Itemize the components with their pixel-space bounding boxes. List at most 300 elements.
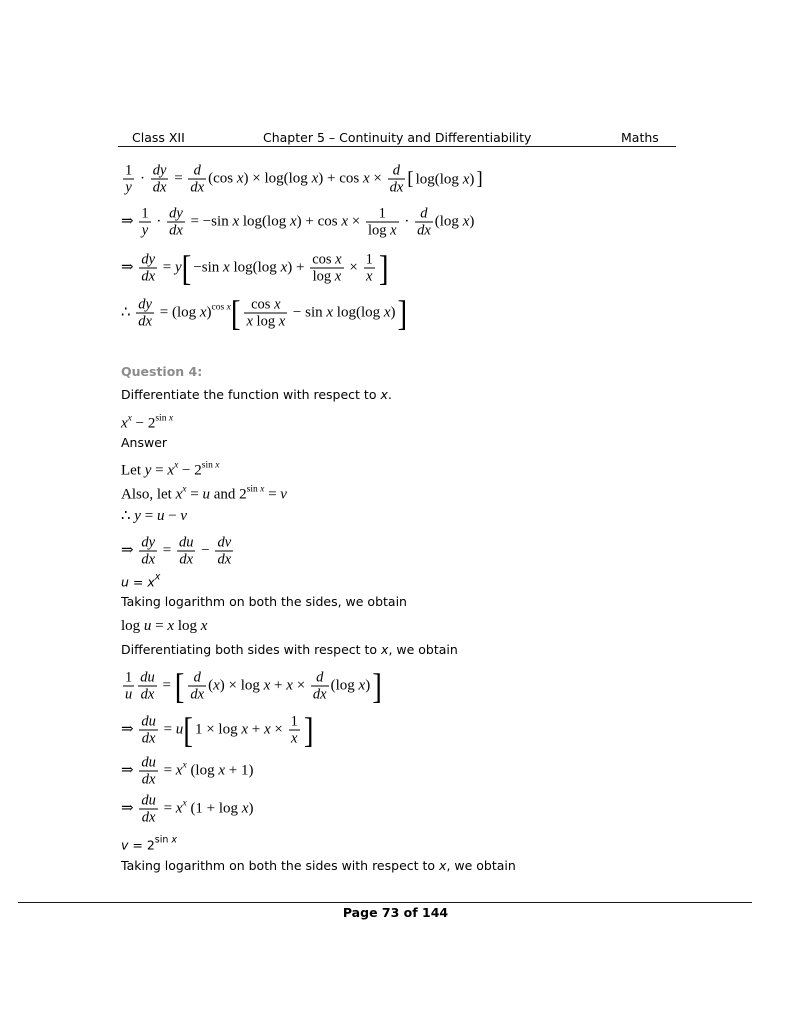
math-variable: x (182, 798, 187, 809)
power-base (147, 838, 155, 853)
math-text: ) + (287, 259, 309, 276)
bracket-group (183, 710, 314, 750)
math-variable: dy (152, 162, 167, 179)
math-variable: x (291, 730, 298, 747)
fraction-numerator (388, 163, 406, 179)
header-chapter-title: Chapter 5 – Continuity and Differentiability (263, 130, 532, 145)
power-base (194, 463, 202, 479)
math-variable: u (175, 721, 184, 738)
math-text: 1 × log (194, 721, 242, 738)
math-variable: y (174, 259, 182, 276)
math-variable: x (175, 762, 183, 779)
math-text: cos (251, 296, 275, 313)
v-definition (121, 833, 177, 854)
question-prompt (121, 387, 392, 403)
equation-line (121, 481, 287, 504)
math-text: = (186, 486, 203, 503)
math-text: − (197, 542, 214, 559)
math-variable: x (358, 677, 366, 694)
math-text: = (159, 800, 176, 817)
equation-line (121, 535, 235, 568)
bracket-close: ] (397, 293, 408, 333)
header-rule (118, 146, 676, 147)
math-variable: dv (217, 534, 232, 551)
fraction-denominator (151, 179, 169, 196)
math-text: ⇒ (121, 213, 138, 230)
math-variable: du (141, 713, 156, 730)
header-subject: Maths (621, 130, 659, 145)
math-variable: x (215, 460, 220, 471)
math-text: (log (330, 677, 359, 694)
fraction-numerator (123, 670, 134, 686)
math-variable: y (134, 508, 141, 524)
math-variable: dx (152, 179, 167, 196)
math-power (146, 834, 178, 853)
math-variable: x (218, 762, 226, 779)
fraction-denominator (167, 222, 185, 239)
math-variable: x (174, 460, 179, 471)
math-text: × (345, 259, 362, 276)
math-text: × (369, 170, 386, 187)
math-variable: x (341, 213, 349, 230)
math-text: ) + cos (296, 213, 342, 230)
fraction-denominator (415, 222, 433, 239)
math-text: − sin (289, 304, 327, 321)
math-variable: x (462, 171, 470, 187)
math-variable: x (311, 170, 319, 187)
math-text: sin (155, 413, 169, 424)
math-variable: dx (141, 730, 156, 747)
math-text: = (140, 508, 157, 524)
math-variable: v (280, 486, 287, 503)
math-text: ) (365, 677, 371, 694)
math-text: (log (171, 304, 200, 321)
math-variable: x (167, 618, 175, 634)
fraction-numerator (139, 206, 150, 222)
fraction-denominator (139, 730, 158, 747)
equation-line (121, 793, 253, 826)
math-variable: x (362, 170, 370, 187)
math-variable: x (365, 268, 373, 285)
math-variable: v (121, 837, 129, 853)
fraction-numerator (188, 163, 206, 179)
bracket-group (230, 293, 408, 333)
math-variable: dx (141, 551, 156, 568)
math-fraction (138, 670, 157, 703)
bracket-close: ] (372, 666, 382, 706)
math-power (239, 484, 265, 503)
fraction-denominator (310, 268, 343, 285)
math-variable: x (246, 313, 253, 330)
math-variable: x (326, 304, 334, 321)
math-variable: du (141, 792, 156, 809)
math-variable: x (200, 618, 208, 634)
math-variable: u (125, 686, 133, 703)
power-base (121, 416, 128, 432)
fraction-denominator (123, 179, 134, 196)
math-variable: x (182, 484, 187, 495)
u-definition (121, 570, 160, 591)
math-variable: x (381, 642, 389, 657)
math-variable: x (383, 304, 391, 321)
math-variable: x (280, 259, 288, 276)
math-text: 2 (146, 837, 155, 853)
math-text: sin (246, 484, 261, 495)
math-text: ∴ (121, 304, 135, 321)
equation-line (121, 163, 483, 196)
math-variable: dx (190, 179, 205, 196)
math-variable: x (335, 251, 342, 268)
math-text: + (270, 677, 287, 694)
math-variable: x (241, 800, 249, 817)
equation-line (121, 666, 382, 706)
fraction-numerator (415, 206, 433, 222)
equation-line (121, 248, 389, 288)
math-variable: x (199, 304, 207, 321)
equation-line (121, 293, 408, 333)
math-variable: dy (138, 296, 152, 313)
math-variable: x (226, 302, 231, 313)
math-text: (log (186, 762, 219, 779)
math-variable: u (143, 618, 152, 634)
bracket-open: [ (407, 168, 414, 189)
math-variable: d (193, 162, 201, 179)
math-fraction (139, 252, 157, 285)
math-fraction (177, 535, 196, 568)
math-variable: x (175, 486, 183, 503)
page-number: Page 73 of 144 (342, 905, 449, 920)
math-fraction (139, 793, 158, 826)
math-power (121, 413, 132, 432)
math-fraction (244, 297, 287, 330)
math-variable: x (334, 268, 342, 285)
power-exponent (155, 414, 173, 424)
bracket-content (191, 252, 379, 285)
math-text: ) × log (219, 677, 264, 694)
math-text: cos (312, 251, 336, 268)
math-text: × (292, 677, 309, 694)
bracket-content (193, 714, 304, 747)
power-exponent (155, 835, 177, 846)
fraction-denominator (136, 313, 154, 330)
math-text: 1 (290, 713, 298, 730)
math-power (175, 484, 187, 503)
math-text: ⇒ (121, 542, 138, 559)
equation-line (121, 710, 314, 750)
math-text: log(log (239, 213, 290, 230)
math-text: , we obtain (446, 858, 516, 873)
fraction-numerator (366, 206, 399, 222)
math-fraction (289, 714, 300, 747)
fraction-numerator (138, 670, 157, 686)
math-text: sin (201, 460, 216, 471)
math-fraction (139, 755, 158, 788)
math-variable: dx (141, 771, 156, 788)
math-variable: x (223, 259, 230, 276)
math-variable: x (286, 677, 293, 694)
fraction-denominator (388, 179, 406, 196)
power-base (147, 575, 154, 590)
math-text: −sin (193, 259, 224, 276)
math-text: ∴ (121, 508, 135, 524)
math-variable: x (236, 170, 244, 187)
bracket-close: ] (476, 168, 483, 189)
math-variable: x (182, 760, 187, 771)
fraction-numerator (289, 714, 300, 730)
math-text: · (136, 170, 149, 187)
math-variable: x (232, 213, 240, 230)
math-text: = (170, 170, 187, 187)
math-variable: dy (141, 534, 156, 551)
math-text: + 1) (225, 762, 254, 779)
math-text: ⇒ (121, 259, 138, 276)
math-variable: u (156, 508, 165, 524)
bracket-group (407, 169, 482, 189)
fraction-denominator (138, 686, 157, 703)
math-variable: dx (217, 551, 232, 568)
math-fraction (167, 206, 185, 239)
bracket-open: [ (183, 710, 193, 750)
footer-rule (18, 902, 752, 903)
math-text: = (159, 542, 175, 559)
math-variable: x (168, 413, 174, 424)
fraction-denominator (139, 809, 158, 826)
math-text: = (158, 677, 175, 694)
math-text: sin (154, 834, 172, 846)
equation-line (121, 457, 219, 480)
math-text: × (270, 721, 287, 738)
math-variable: dx (141, 809, 156, 826)
math-variable: x (127, 413, 132, 424)
math-text: 2 (239, 486, 247, 503)
fraction-numerator (310, 252, 343, 268)
math-variable: u (202, 486, 210, 503)
math-text: ) (469, 213, 475, 230)
math-text: ) (390, 304, 396, 321)
math-variable: x (278, 313, 286, 330)
math-text: log (252, 313, 279, 330)
math-variable: dy (141, 251, 156, 268)
math-text: log (121, 618, 144, 634)
math-variable: x (171, 834, 178, 846)
fraction-denominator (139, 222, 150, 239)
math-text: 1 (125, 162, 133, 179)
fraction-numerator (167, 206, 185, 222)
math-variable: x (439, 858, 447, 873)
math-text: ) + cos (318, 170, 363, 187)
math-text: Taking logarithm on both the sides with respect to (121, 858, 440, 873)
math-text: (1 + log (186, 800, 242, 817)
math-text: − (178, 462, 195, 479)
math-variable: dx (417, 222, 431, 239)
fraction-numerator (139, 252, 157, 268)
math-text: = (128, 574, 148, 590)
math-text: ) (248, 800, 254, 817)
math-text: = (264, 486, 281, 503)
math-text: = (151, 618, 168, 634)
math-fraction (188, 670, 206, 703)
math-variable: d (316, 669, 324, 686)
math-text: log (312, 268, 335, 285)
math-power (176, 762, 187, 778)
math-fraction (311, 670, 329, 703)
math-text: ) × log(log (243, 170, 312, 187)
math-fraction (139, 206, 150, 239)
math-fraction (415, 206, 433, 239)
math-text: cos (211, 302, 227, 313)
math-variable: dx (389, 179, 404, 196)
math-power (194, 460, 220, 479)
equation-line (121, 206, 474, 239)
math-variable: du (178, 534, 194, 551)
math-text: + (248, 721, 264, 738)
fraction-numerator (123, 163, 134, 179)
fraction-numerator (364, 252, 375, 268)
fraction-numerator (139, 755, 158, 771)
explanation-text (121, 642, 458, 658)
math-text: Let (121, 462, 145, 479)
fraction-numerator (244, 297, 287, 313)
bracket-open: [ (230, 293, 241, 333)
math-text: ⇒ (121, 800, 138, 817)
fraction-numerator (139, 535, 157, 551)
bracket-open: [ (181, 248, 192, 288)
math-fraction (151, 163, 169, 196)
fraction-numerator (311, 670, 329, 686)
fraction-denominator (123, 686, 134, 703)
math-text: = −sin (186, 213, 233, 230)
math-text: , we obtain (388, 642, 458, 657)
math-variable: x (175, 800, 183, 817)
bracket-open: [ (174, 666, 185, 706)
bracket-close: ] (378, 248, 389, 288)
math-text: − (164, 508, 181, 524)
header-class: Class XII (132, 130, 185, 145)
answer-label: Answer (121, 435, 168, 450)
math-fraction (310, 252, 343, 285)
bracket-group (174, 666, 382, 706)
math-variable: x (264, 721, 271, 738)
explanation-text (121, 858, 516, 874)
math-text: · (400, 213, 414, 230)
math-fraction (215, 535, 233, 568)
question-function (121, 410, 173, 433)
math-text: log (174, 618, 201, 634)
math-variable: x (121, 415, 128, 432)
math-text: − (131, 415, 148, 432)
power-base (172, 304, 212, 320)
fraction-numerator (177, 535, 196, 551)
fraction-numerator (136, 297, 154, 313)
math-power (147, 413, 174, 432)
fraction-numerator (139, 793, 158, 809)
math-variable: dy (169, 205, 183, 222)
math-text: ) (469, 171, 475, 187)
math-fraction (123, 670, 134, 703)
math-variable: x (154, 571, 161, 583)
fraction-denominator (177, 551, 196, 568)
math-fraction (123, 163, 134, 196)
math-text: . (387, 387, 392, 402)
math-text: 1 (141, 205, 149, 222)
math-text: (cos (208, 170, 237, 187)
math-variable: x (147, 574, 155, 590)
fraction-denominator (139, 268, 157, 285)
fraction-denominator (289, 730, 300, 747)
math-variable: d (392, 162, 401, 179)
math-text: (log (434, 213, 463, 230)
math-variable: x (213, 677, 220, 694)
math-variable: x (390, 222, 397, 239)
math-power (176, 800, 187, 816)
math-power (172, 304, 231, 320)
fraction-numerator (188, 670, 206, 686)
math-fraction (188, 163, 206, 196)
math-fraction (139, 714, 158, 747)
math-variable: dx (312, 686, 327, 703)
math-text: = (128, 837, 147, 853)
fraction-denominator (215, 551, 233, 568)
math-text: = (151, 462, 168, 479)
power-exponent (202, 461, 220, 471)
power-exponent (247, 485, 265, 495)
bracket-close: ] (303, 710, 314, 750)
math-text: Differentiating both sides with respect to (121, 642, 382, 657)
math-text: Also, let (121, 486, 176, 503)
fraction-denominator (364, 268, 375, 285)
math-text: and (209, 486, 240, 503)
math-variable: dx (141, 268, 156, 285)
math-fraction (364, 252, 375, 285)
math-variable: u (121, 574, 129, 590)
fraction-numerator (215, 535, 233, 551)
math-variable: dx (190, 686, 205, 703)
bracket-content (240, 297, 397, 330)
math-text: ⇒ (121, 762, 138, 779)
fraction-denominator (244, 313, 287, 330)
math-text: 1 (378, 205, 386, 222)
math-variable: d (420, 205, 428, 222)
math-variable: y (125, 179, 132, 196)
math-text: ( (208, 677, 214, 694)
math-text: = (159, 259, 175, 276)
equation-line (121, 507, 187, 525)
math-fraction (139, 535, 157, 568)
fraction-denominator (139, 771, 158, 788)
math-variable: x (241, 721, 249, 738)
power-exponent (212, 302, 231, 312)
fraction-denominator (311, 686, 329, 703)
math-text: log(log (333, 304, 384, 321)
fraction-denominator (188, 686, 206, 703)
math-variable: du (141, 754, 156, 771)
math-text: × (348, 213, 364, 230)
math-variable: dx (169, 222, 183, 239)
bracket-content (184, 670, 372, 703)
math-power (147, 571, 161, 590)
math-text: = (155, 304, 172, 321)
math-fraction (388, 163, 406, 196)
fraction-denominator (366, 222, 399, 239)
math-variable: y (141, 222, 149, 239)
math-variable: x (274, 296, 281, 313)
fraction-numerator (151, 163, 169, 179)
math-variable: dx (179, 551, 194, 568)
math-variable: dx (140, 686, 155, 703)
math-text: · (152, 213, 166, 230)
math-text: 1 (125, 669, 133, 686)
math-text: log (367, 222, 391, 239)
